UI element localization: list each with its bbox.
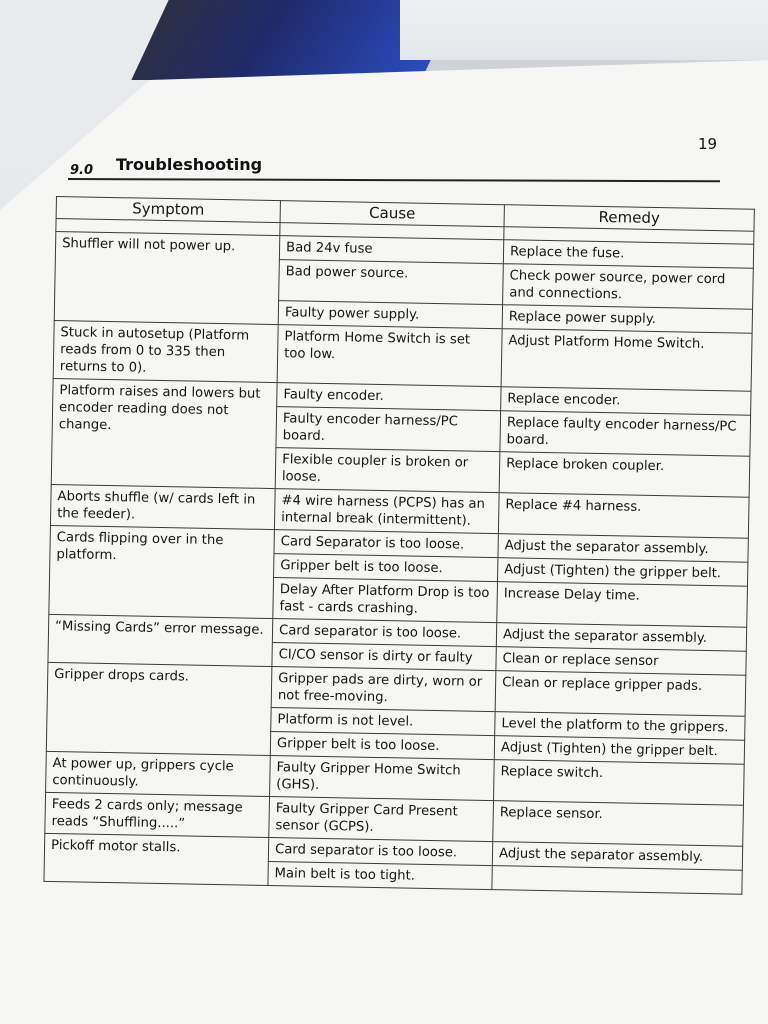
symptom-cell: Gripper drops cards. [46, 662, 272, 755]
header-cause: Cause [280, 201, 504, 227]
troubleshooting-table-container [43, 196, 753, 895]
remedy-cell: Replace power supply. [502, 305, 752, 334]
remedy-cell: Adjust (Tighten) the gripper belt. [498, 558, 748, 587]
cause-cell: Faulty Gripper Home Switch (GHS). [270, 756, 495, 801]
cause-cell: Faulty Gripper Card Present sensor (GCPS). [269, 797, 494, 842]
cause-cell: Faulty encoder harness/PC board. [276, 407, 501, 452]
cause-cell: Gripper belt is too loose. [274, 554, 498, 582]
table-body [44, 219, 754, 895]
background-paper-top [400, 0, 768, 60]
symptom-cell: Pickoff motor stalls. [44, 833, 269, 885]
cause-cell: Card Separator is too loose. [274, 530, 498, 558]
symptom-cell: “Missing Cards” error message. [48, 614, 273, 666]
troubleshooting-table [43, 196, 754, 895]
cause-cell: Card separator is too loose. [272, 619, 496, 647]
header-remedy: Remedy [504, 205, 754, 232]
cause-cell: Bad power source. [279, 260, 504, 305]
cause-cell: Platform Home Switch is set too low. [277, 325, 502, 387]
cause-cell: Delay After Platform Drop is too fast - cards crashing. [273, 578, 498, 623]
header-symptom: Symptom [56, 197, 280, 223]
cause-cell: Main belt is too tight. [268, 862, 492, 890]
cause-cell: Faulty power supply. [278, 301, 502, 329]
cause-cell: Platform is not level. [271, 708, 495, 736]
remedy-cell [492, 866, 742, 895]
symptom-cell: Feeds 2 cards only; message reads “Shuffling.....” [45, 792, 270, 837]
remedy-cell: Replace faulty encoder harness/PC board. [500, 411, 751, 457]
symptom-cell: At power up, grippers cycle continuously. [46, 751, 271, 796]
page-number: 19 [698, 135, 718, 153]
remedy-cell: Adjust the separator assembly. [498, 534, 748, 563]
remedy-cell: Replace the fuse. [503, 240, 753, 269]
remedy-cell: Level the platform to the grippers. [495, 712, 745, 741]
symptom-cell: Platform raises and lowers but encoder reading does not change. [51, 378, 277, 488]
cause-cell: Card separator is too loose. [268, 838, 492, 866]
remedy-cell: Replace encoder. [501, 387, 751, 416]
remedy-cell: Adjust the separator assembly. [496, 623, 746, 652]
remedy-cell: Check power source, power cord and connections. [503, 264, 754, 310]
remedy-cell: Clean or replace gripper pads. [495, 671, 746, 717]
remedy-cell: Adjust (Tighten) the gripper belt. [494, 736, 744, 765]
remedy-cell: Replace broken coupler. [499, 452, 750, 498]
remedy-cell: Replace sensor. [493, 801, 744, 847]
remedy-cell: Replace switch. [493, 760, 744, 806]
remedy-cell: Replace #4 harness. [498, 493, 749, 539]
cause-cell: CI/CO sensor is dirty or faulty [272, 643, 496, 671]
cause-cell: Gripper belt is too loose. [270, 732, 494, 760]
symptom-cell: Cards flipping over in the platform. [49, 525, 275, 618]
cause-cell: Faulty encoder. [277, 383, 501, 411]
remedy-cell: Clean or replace sensor [496, 647, 746, 676]
cause-cell: Flexible coupler is broken or loose. [275, 448, 500, 493]
symptom-cell: Shuffler will not power up. [54, 232, 280, 325]
cause-cell: Bad 24v fuse [279, 236, 503, 264]
cause-cell: Gripper pads are dirty, worn or not free-moving. [271, 667, 496, 712]
cause-cell: #4 wire harness (PCPS) has an internal break (intermittent). [274, 489, 499, 534]
remedy-cell: Adjust the separator assembly. [492, 842, 742, 871]
symptom-cell: Aborts shuffle (w/ cards left in the feeder). [50, 484, 275, 529]
section-number: 9.0 [70, 163, 94, 178]
symptom-cell: Stuck in autosetup (Platform reads from 0 to 335 then returns to 0). [53, 320, 278, 382]
remedy-cell: Increase Delay time. [497, 582, 748, 628]
remedy-cell: Adjust Platform Home Switch. [501, 329, 752, 392]
section-title: Troubleshooting [116, 155, 263, 174]
